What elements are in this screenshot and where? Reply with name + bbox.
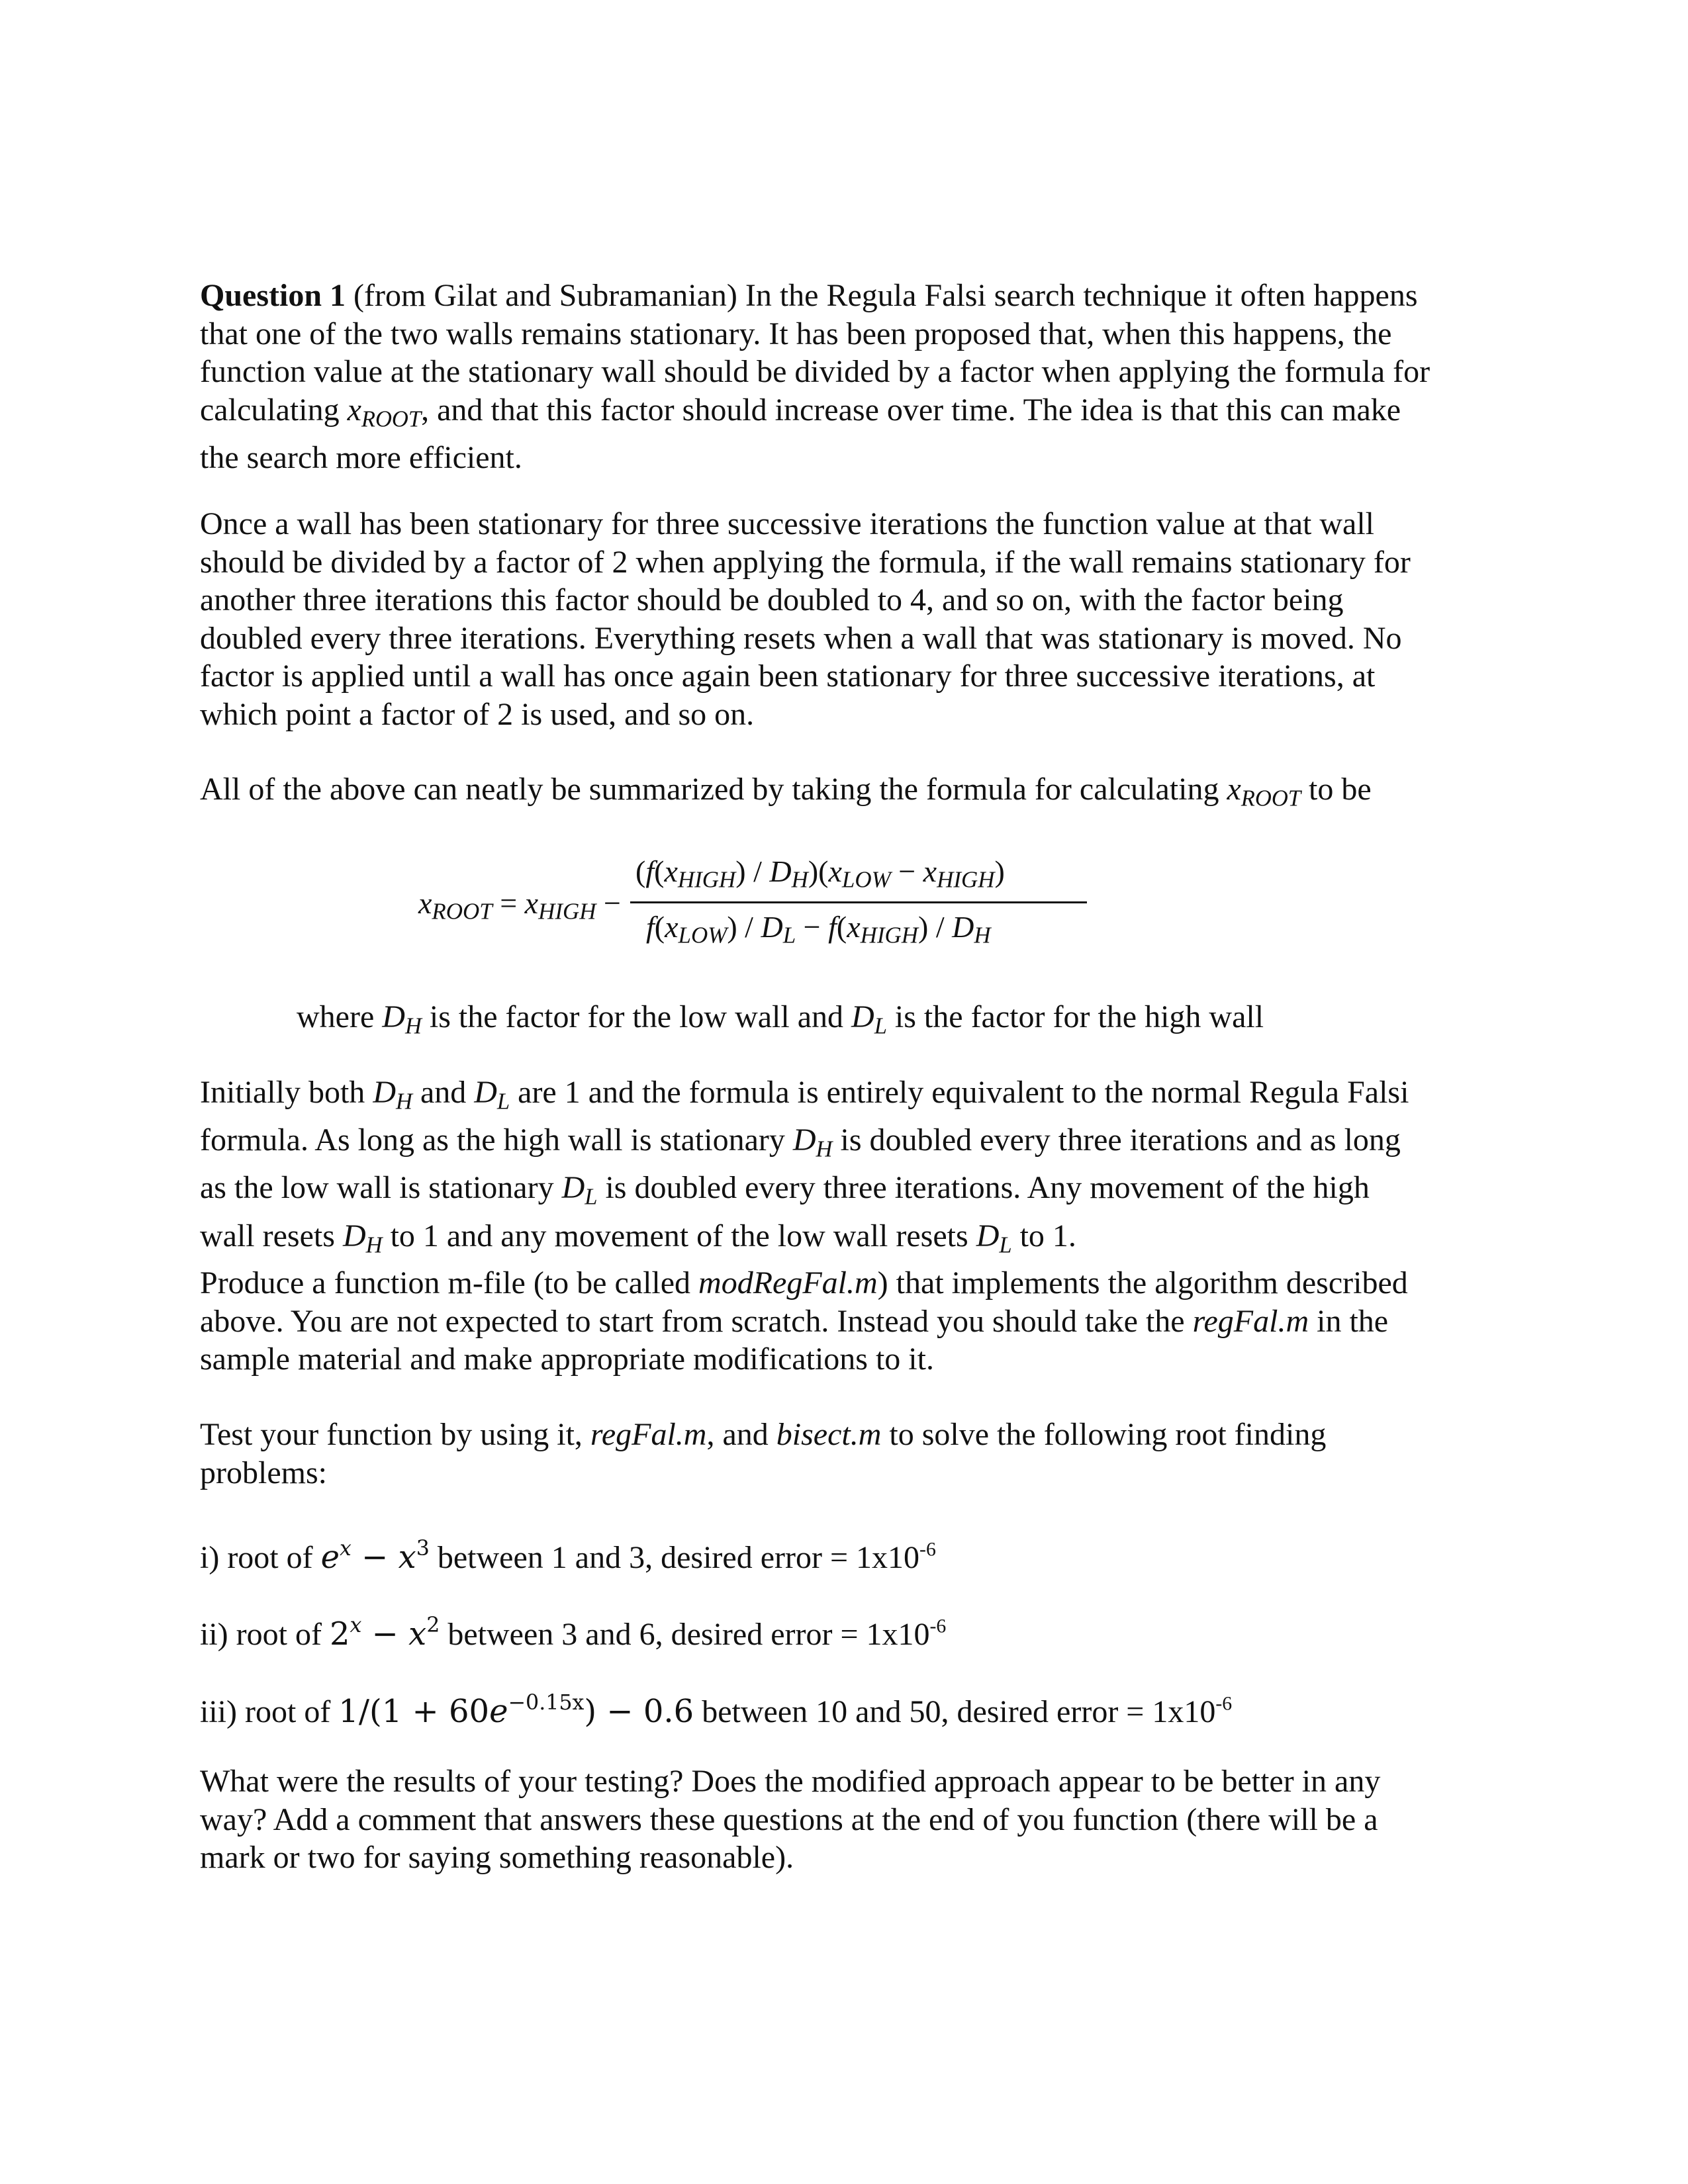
formula-denominator: f(xLOW) / DL − f(xHIGH) / DH (646, 910, 991, 948)
filename-bisect: bisect.m (776, 1417, 882, 1452)
filename-regfal: regFal.m (1192, 1303, 1309, 1339)
formula-where-line: where $D_H$ is the factor for the low wall and $D_L$ is the factor for the high wall (297, 999, 1264, 1039)
results-question-paragraph: What were the results of your testing? Does the modified approach appear to be better in any way? Add a comment that answers these questions at the end of you function (there will be a mark or two for saying something reasonable). (200, 1764, 1381, 1875)
question-heading: Question 1 (200, 278, 346, 313)
formula-lhs: xROOT = xHIGH − (418, 886, 621, 925)
test-paragraph: Test your function by using it, regFal.m, and bisect.m to solve the following root finding problems: (200, 1417, 1327, 1490)
task-paragraph: Produce a function m-file (to be called modRegFal.m) that implements the algorithm described above. You are not expected to start from scratch. Instead you should take the regFal.m in the sample material and make appropriate modifications to it. (200, 1265, 1408, 1377)
filename-modregfal: modRegFal.m (698, 1265, 878, 1300)
filename-regfal: regFal.m (590, 1417, 707, 1452)
problem-item-ii: ii) root of $2^x - x^2$ between 3 and 6, desired error = $1x10^{-6}$ (200, 1614, 947, 1653)
factor-rule-paragraph: Once a wall has been stationary for three successive iterations the function value at that wall should be divided by a factor of 2 when applying the formula, if the wall remains stationary for another three iterations this factor should be doubled to 4, and so on, with the factor being doubled every three iterations. Everything resets when a wall that was stationary is moved. No factor is applied until a wall has once again been stationary for three successive iterations, at which point a factor of 2 is used, and so on. (200, 506, 1411, 732)
initial-factor-paragraph: Initially both $D_H$ and $D_L$ are 1 and the formula is entirely equivalent to the normal Regula Falsi formula. As long as the high wall is stationary $D_H$ is doubled every three iterations and as long as the low wall is stationary $D_L$ is doubled every three iterations. Any movement of the high wall resets $D_H$ to 1 and any movement of the low wall resets $D_L$ to 1. (200, 1075, 1409, 1258)
formula-intro-paragraph: All of the above can neatly be summarized by taking the formula for calculating $x_{ROOT}$ to be (200, 772, 1372, 811)
problem-item-iii: iii) root of $1/(1 + 60e^{-0.15x}) - 0.6$ between 10 and 50, desired error = $1x10^{-6}$ (200, 1691, 1233, 1730)
fraction-bar (630, 901, 1087, 903)
formula-numerator: (f(xHIGH) / DH)(xLOW − xHIGH) (635, 854, 1005, 893)
xroot-formula (418, 854, 1147, 966)
question-intro-paragraph: Question 1 (from Gilat and Subramanian) In the Regula Falsi search technique it often happens that one of the two walls remains stationary. It has been proposed that, when this happens, the function value at the stationary wall should be divided by a factor when applying the formula for calculating $x_{ROOT}$, and that this factor should increase over time. The idea is that this can make the search more efficient. (200, 278, 1430, 475)
problem-item-i: i) root of $e^x - x^3$ between 1 and 3, desired error = $1x10^{-6}$ (200, 1537, 936, 1576)
